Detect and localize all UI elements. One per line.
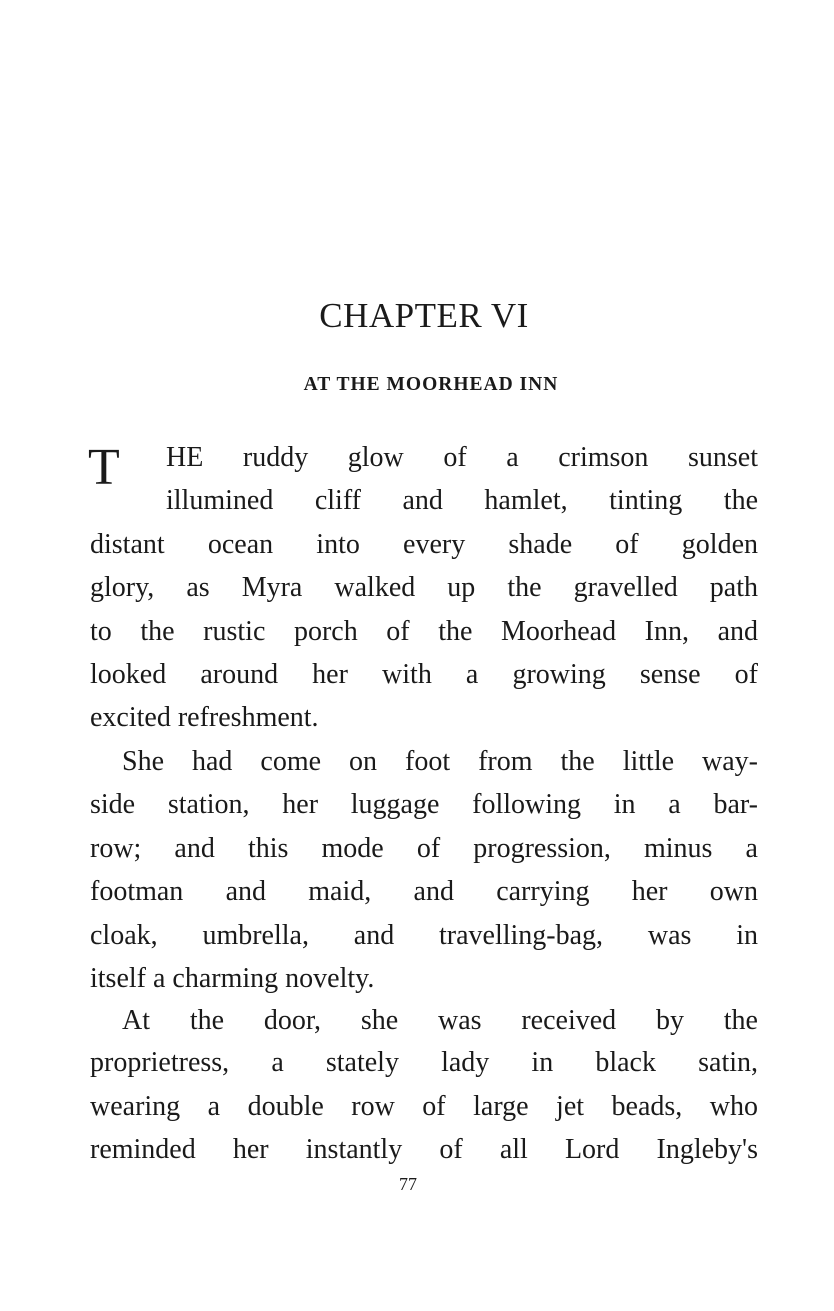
text-line: HE ruddy glow of a crimson sunset bbox=[166, 442, 758, 473]
text-line: wearing a double row of large jet beads, who bbox=[90, 1091, 758, 1122]
text-line: footman and maid, and carrying her own bbox=[90, 876, 758, 907]
text-line: illumined cliff and hamlet, tinting the bbox=[166, 485, 758, 516]
text-line: looked around her with a growing sense of bbox=[90, 659, 758, 690]
text-line: row; and this mode of progression, minus a bbox=[90, 833, 758, 864]
text-line: to the rustic porch of the Moorhead Inn, and bbox=[90, 616, 758, 647]
text-line: proprietress, a stately lady in black satin, bbox=[90, 1047, 758, 1078]
text-line: side station, her luggage following in a bar- bbox=[90, 789, 758, 820]
text-line: itself a charming novelty. bbox=[90, 963, 375, 994]
drop-cap: T bbox=[88, 439, 120, 496]
chapter-title: AT THE MOORHEAD INN bbox=[303, 374, 559, 395]
text-line: distant ocean into every shade of golden bbox=[90, 529, 758, 560]
text-line: reminded her instantly of all Lord Ingleby's bbox=[90, 1134, 758, 1165]
text-line: She had come on foot from the little way- bbox=[122, 746, 758, 777]
text-line: cloak, umbrella, and travelling-bag, was in bbox=[90, 920, 758, 951]
chapter-number: CHAPTER VI bbox=[319, 296, 529, 335]
text-line: glory, as Myra walked up the gravelled path bbox=[90, 572, 758, 603]
text-line: excited refreshment. bbox=[90, 702, 319, 733]
text-line: At the door, she was received by the bbox=[122, 1005, 758, 1036]
page-number: 77 bbox=[399, 1174, 417, 1194]
